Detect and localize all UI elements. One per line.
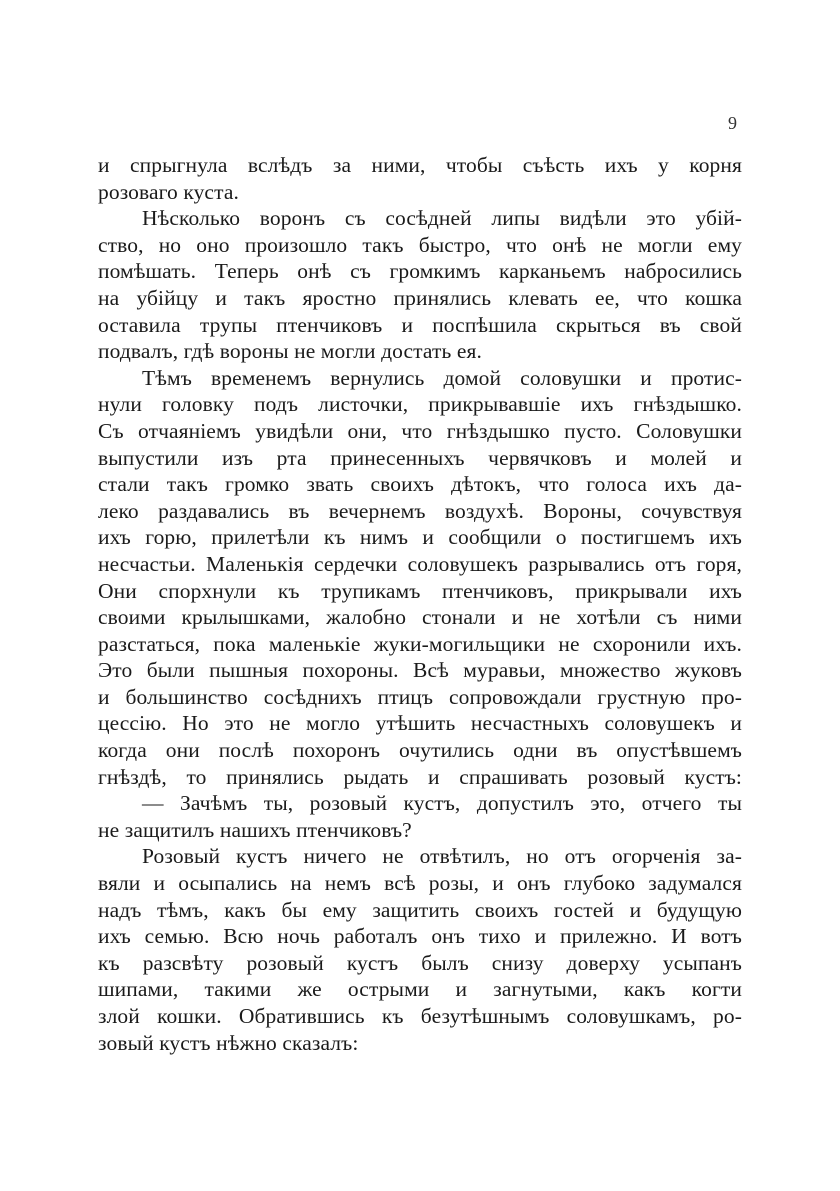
text-line: на убійцу и такъ яростно принялись клевать ее, что кошка [98,285,742,310]
text-line: Нѣсколько воронъ съ сосѣдней липы видѣли это убій- [142,206,742,231]
text-line: шипами, такими же острыми и загнутыми, какъ когти [98,977,742,1002]
text-line: злой кошки. Обратившись къ безутѣшнымъ соловушкамъ, ро- [98,1004,742,1028]
text-line: помѣшать. Теперь онѣ съ громкимъ карканьемъ набросились [98,259,742,284]
text-line: не защитилъ нашихъ птенчиковъ? [98,817,412,842]
text-line: Они спорхнули къ трупикамъ птенчиковъ, прикрывали ихъ [98,578,742,603]
text-line: вяли и осыпались на немъ всѣ розы, и онъ глубоко задумался [98,871,742,896]
text-line: ихъ горю, прилетѣли къ нимъ и сообщили о постигшемъ ихъ [98,525,742,550]
text-line: нули головку подъ листочки, прикрывавшіе ихъ гнѣздышко. [98,392,742,417]
text-line: Это были пышныя похороны. Всѣ муравьи, множество жуковъ [98,658,742,683]
text-line: разстаться, пока маленькіе жуки-могильщики не схоронили ихъ. [98,631,742,656]
text-line: и большинство сосѣднихъ птицъ сопровождали грустную про- [98,684,742,709]
text-line: и спрыгнула вслѣдъ за ними, чтобы съѣсть ихъ у корня [98,153,742,177]
page-number: 9 [728,113,737,133]
body-text [98,152,742,1056]
text-line: Розовый кустъ ничего не отвѣтилъ, но отъ огорченія за- [142,844,742,869]
text-line: стали такъ громко звать своихъ дѣтокъ, что голоса ихъ да- [98,472,742,497]
text-line: несчастьи. Маленькія сердечки соловушекъ разрывались отъ горя, [98,551,742,576]
text-line: зовый кустъ нѣжно сказалъ: [98,1030,359,1055]
text-line: Съ отчаяніемъ увидѣли они, что гнѣздышко пусто. Соловушки [98,418,742,443]
text-line: когда они послѣ похоронъ очутились одни въ опустѣвшемъ [98,738,742,763]
text-line: — Зачѣмъ ты, розовый кустъ, допустилъ это, отчего ты [142,791,742,816]
text-line: надъ тѣмъ, какъ бы ему защитить своихъ гостей и будущую [98,897,742,922]
text-line: цессію. Но это не могло утѣшить несчастныхъ соловушекъ и [98,711,742,736]
text-line: своими крылышками, жалобно стонали и не хотѣли съ ними [98,605,742,630]
text-line: выпустили изъ рта принесенныхъ червячковъ и молей и [98,445,742,470]
text-line: гнѣздѣ, то принялись рыдать и спрашивать розовый кустъ: [98,764,742,789]
text-line: ихъ семью. Всю ночь работалъ онъ тихо и прилежно. И вотъ [98,924,742,949]
text-line: Тѣмъ временемъ вернулись домой соловушки и протис- [142,365,742,390]
text-line: къ разсвѣту розовый кустъ былъ снизу доверху усыпанъ [98,950,742,975]
text-line: подвалъ, гдѣ вороны не могли достать ея. [98,339,482,364]
text-line: ство, но оно произошло такъ быстро, что онѣ не могли ему [98,232,742,257]
text-line: леко раздавались въ вечернемъ воздухѣ. Вороны, сочувствуя [98,498,742,523]
text-line: розоваго куста. [98,179,239,204]
text-line: оставила трупы птенчиковъ и поспѣшила скрыться въ свой [98,312,742,337]
